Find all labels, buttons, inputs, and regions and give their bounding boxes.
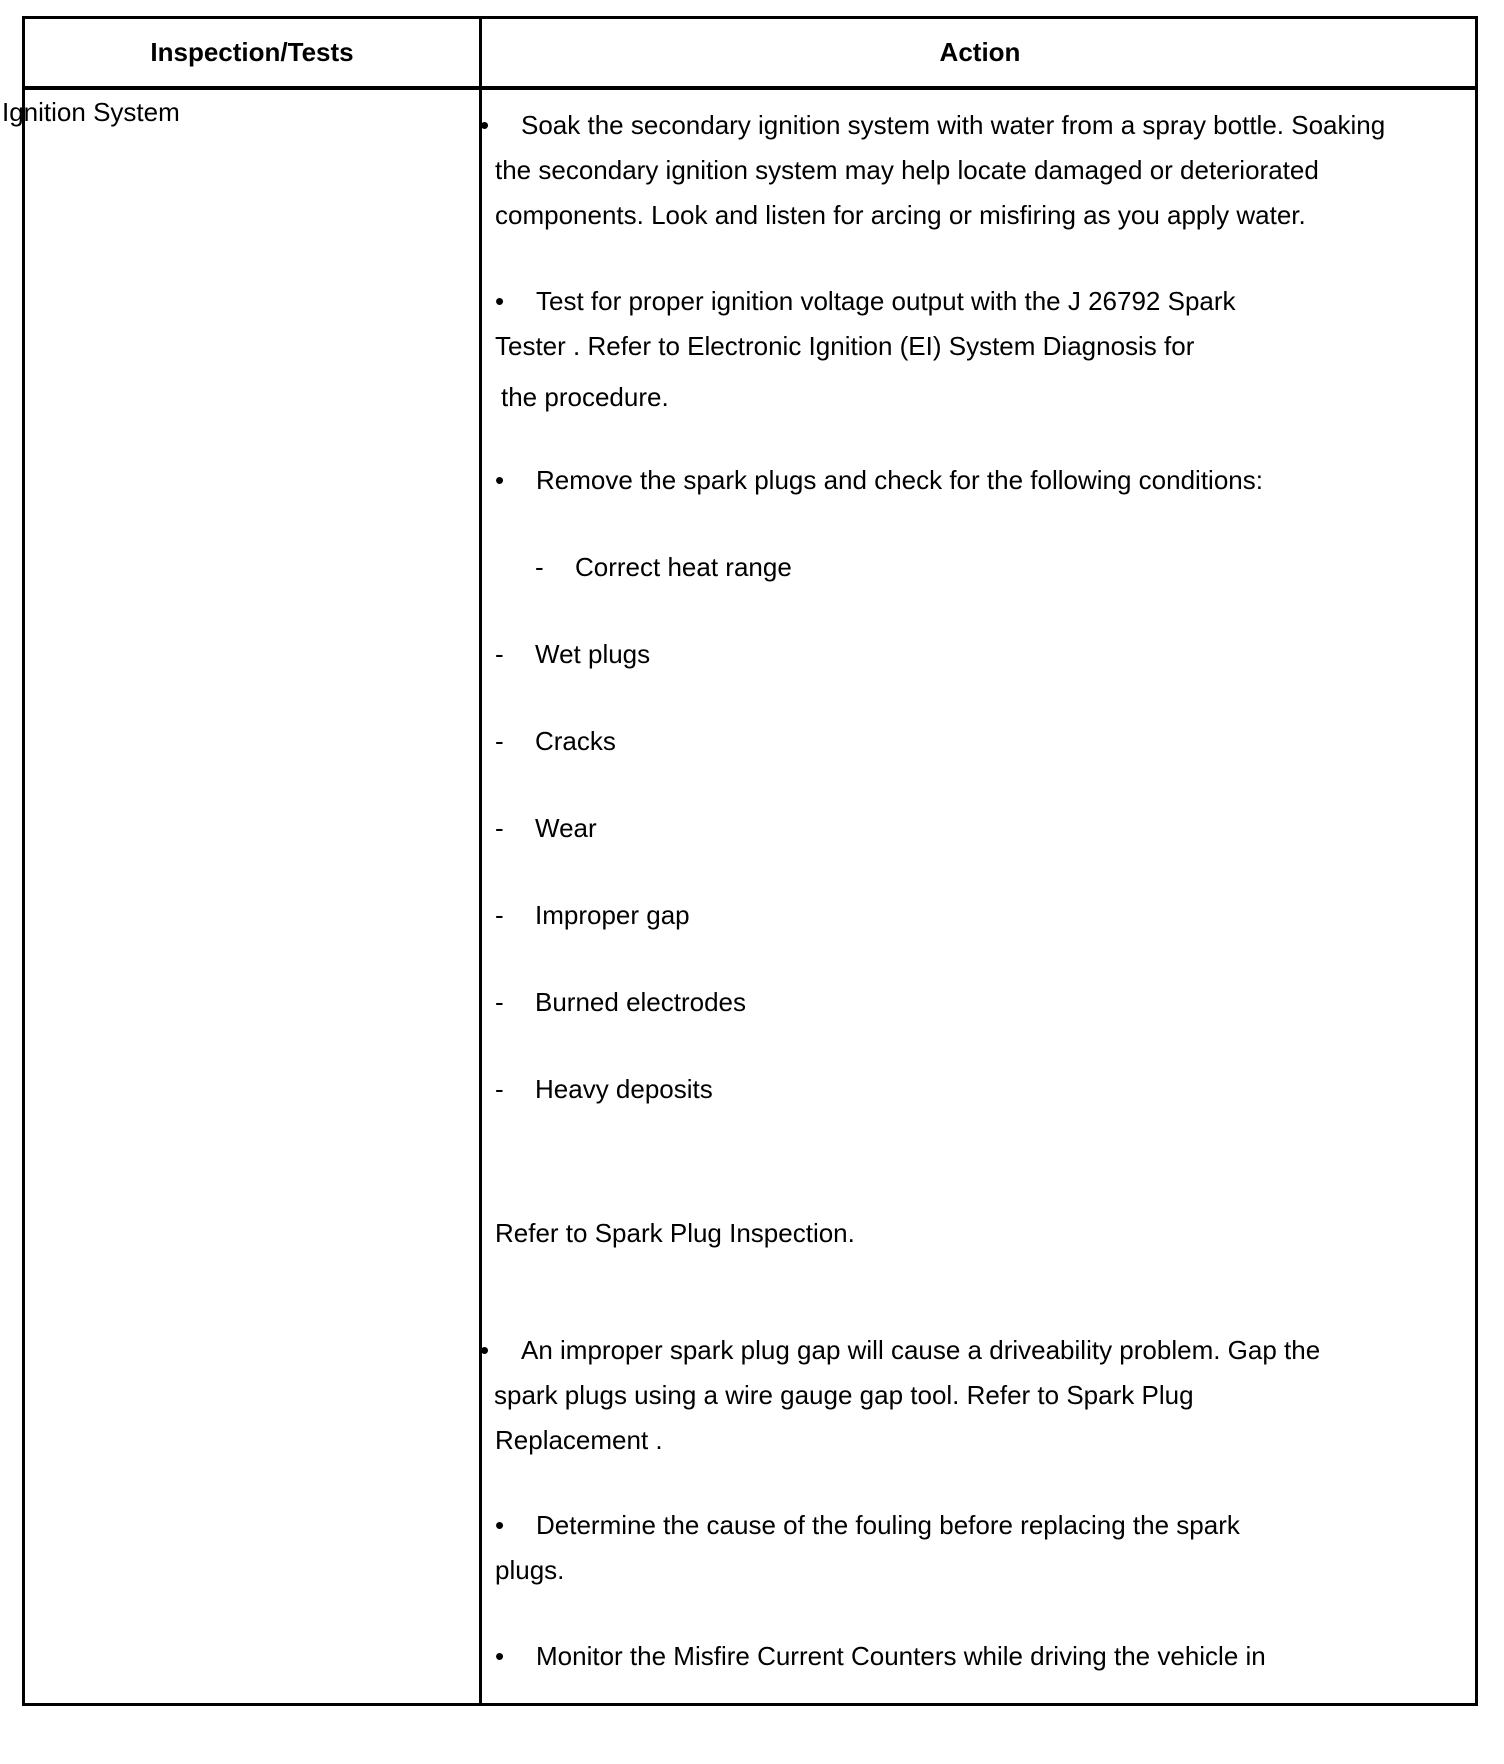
- action-bullet-plug-gap: [480, 1328, 1460, 1463]
- header-divider: [25, 86, 1475, 90]
- text-line: An improper spark plug gap will cause a driveability problem. Gap the: [521, 1335, 1321, 1365]
- text-fragment: Remove the spark plugs and check for the following conditions:: [536, 465, 1263, 495]
- condition-text: Correct heat range: [575, 552, 792, 582]
- condition-item: [495, 1067, 713, 1112]
- text-fragment: Determine the cause of the fouling before replacing the spark: [536, 1510, 1240, 1540]
- text-line: components. Look and listen for arcing or misfiring as you apply water.: [495, 200, 1306, 230]
- text-line: the procedure.: [501, 382, 669, 412]
- condition-text: Heavy deposits: [535, 1074, 713, 1104]
- text-fragment: Monitor the Misfire Current Counters while driving the vehicle in: [536, 1641, 1266, 1671]
- header-action: Action: [939, 37, 1021, 67]
- condition-item: [495, 632, 650, 677]
- condition-item: [495, 893, 690, 938]
- text-line: [495, 1503, 1345, 1548]
- text-line: Tester . Refer to Electronic Ignition (EI) System Diagnosis for: [495, 331, 1195, 361]
- condition-text: Wear: [535, 813, 597, 843]
- condition-text: Burned electrodes: [535, 987, 747, 1017]
- spark-plug-inspection-reference: Refer to Spark Plug Inspection.: [495, 1218, 855, 1248]
- condition-item: [535, 545, 792, 590]
- dash-glyph: -: [535, 552, 544, 582]
- action-bullet-remove-plugs: [495, 458, 1445, 503]
- action-bullet-misfire-counters: [495, 1634, 1445, 1679]
- bullet-glyph: •: [495, 1641, 505, 1671]
- dash-glyph: -: [495, 1074, 504, 1104]
- text-line: the secondary ignition system may help locate damaged or deteriorated: [495, 155, 1319, 185]
- condition-text: Improper gap: [535, 900, 690, 930]
- bullet-glyph: •: [495, 1510, 505, 1540]
- header-inspection-tests: Inspection/Tests: [150, 37, 354, 67]
- action-bullet-fouling: [495, 1503, 1345, 1593]
- dash-glyph: -: [495, 813, 504, 843]
- bullet-glyph: •: [480, 1335, 490, 1365]
- text-line: plugs.: [495, 1555, 565, 1585]
- dash-glyph: -: [495, 900, 504, 930]
- bullet-glyph: •: [480, 110, 490, 140]
- condition-item: [495, 806, 597, 851]
- action-bullet-spark-tester: [495, 279, 1345, 420]
- text-line: Soak the secondary ignition system with water from a spray bottle. Soaking: [521, 110, 1386, 140]
- bullet-glyph: •: [495, 286, 505, 316]
- text-line: Replacement .: [495, 1425, 663, 1455]
- condition-text: Wet plugs: [535, 639, 651, 669]
- condition-item: [495, 980, 746, 1025]
- dash-glyph: -: [495, 639, 504, 669]
- condition-text: Cracks: [535, 726, 616, 756]
- dash-glyph: -: [495, 726, 504, 756]
- condition-item: [495, 719, 616, 764]
- dash-glyph: -: [495, 987, 504, 1017]
- action-bullet-soak: [480, 103, 1460, 238]
- row-label-ignition-system: Ignition System: [2, 97, 180, 127]
- text-fragment: Test for proper ignition voltage output with the J 26792 Spark: [536, 286, 1236, 316]
- text-line: spark plugs using a wire gauge gap tool. Refer to Spark Plug: [494, 1380, 1194, 1410]
- text-line: [495, 279, 1345, 324]
- bullet-glyph: •: [495, 465, 505, 495]
